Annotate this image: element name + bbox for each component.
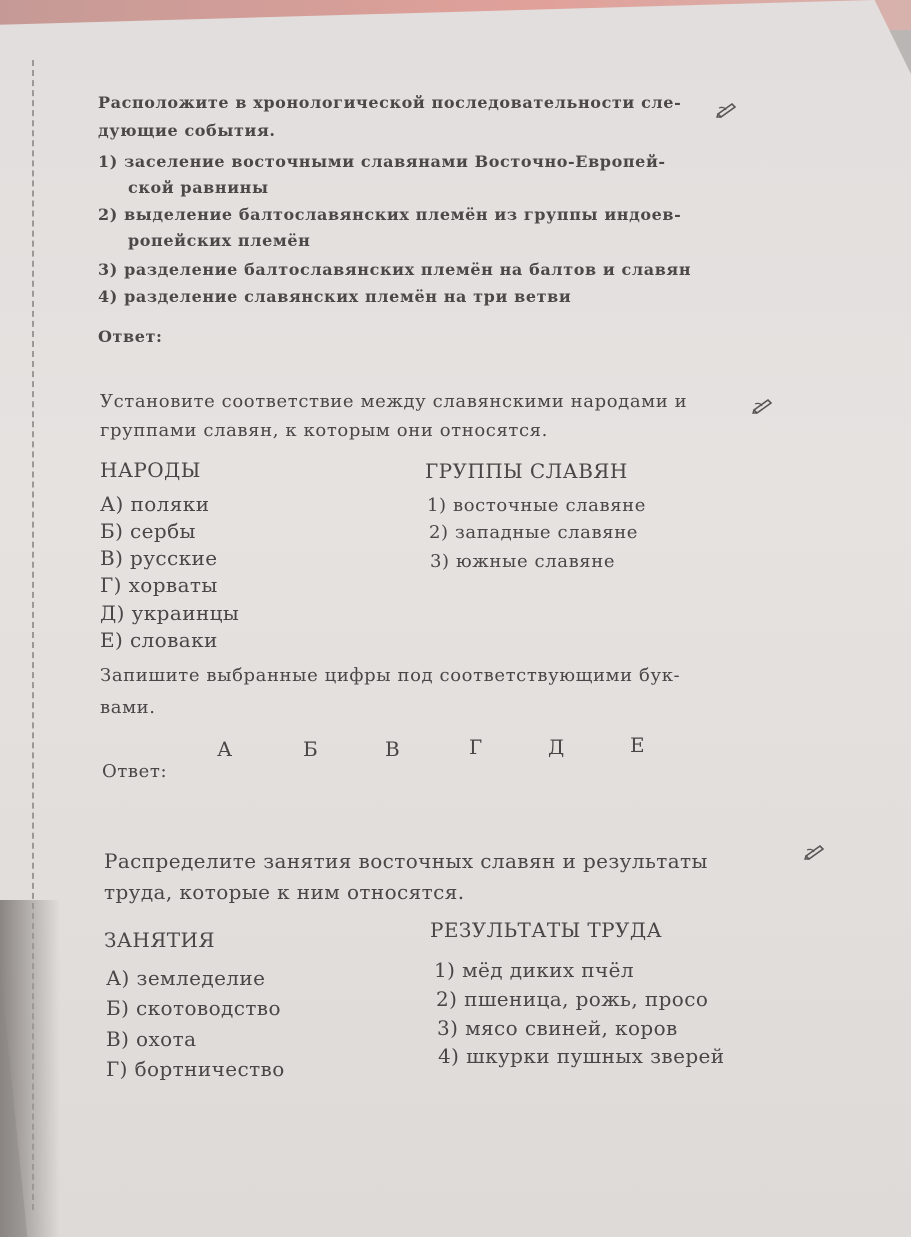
- q2-left-item: Г) хорваты: [100, 573, 218, 597]
- q3-left-item: Г) бортничество: [106, 1057, 285, 1081]
- q2-left-item: Е) словаки: [100, 628, 218, 652]
- answer-letter: Г: [469, 735, 483, 759]
- q1-item-1-cont: ской равнины: [128, 178, 269, 197]
- q1-prompt-line-2: дующие события.: [98, 121, 276, 140]
- q2-left-item: Д) украинцы: [100, 601, 240, 625]
- q2-left-item: В) русские: [100, 546, 218, 570]
- q2-instruction-line-2: вами.: [100, 697, 156, 718]
- q1-item-4: 4) разделение славянских племён на три ветви: [98, 287, 572, 306]
- q3-left-item: Б) скотоводство: [106, 996, 281, 1020]
- q3-right-item: 4) шкурки пушных зверей: [438, 1044, 725, 1068]
- answer-letter: А: [217, 737, 233, 761]
- answer-letter: В: [385, 737, 401, 761]
- q1-item-1: 1) заселение восточными славянами Восточно-Европей-: [98, 152, 666, 171]
- q3-right-item: 1) мёд диких пчёл: [434, 958, 634, 982]
- q3-prompt-line-1: Распределите занятия восточных славян и результаты: [104, 849, 708, 873]
- q3-prompt-line-2: труда, которые к ним относятся.: [104, 880, 465, 904]
- q2-answer-label: Ответ:: [102, 761, 168, 782]
- q1-prompt-line-1: Расположите в хронологической последовательности сле-: [98, 93, 682, 112]
- pencil-icon: [752, 396, 774, 414]
- q3-left-item: В) охота: [106, 1027, 197, 1051]
- q2-right-item: 2) западные славяне: [429, 522, 639, 543]
- pencil-icon: [716, 100, 738, 118]
- q2-right-item: 1) восточные славяне: [427, 495, 647, 516]
- q2-prompt-line-1: Установите соответствие между славянскими народами и: [100, 391, 688, 412]
- page-shadow: [0, 900, 60, 1237]
- q1-item-2-cont: ропейских племён: [128, 231, 311, 250]
- q2-left-header: НАРОДЫ: [100, 458, 201, 482]
- q3-right-item: 3) мясо свиней, коров: [437, 1016, 678, 1040]
- q3-right-header: РЕЗУЛЬТАТЫ ТРУДА: [430, 918, 663, 942]
- q1-answer-label: Ответ:: [98, 327, 163, 346]
- pencil-icon: [804, 842, 826, 860]
- q2-right-item: 3) южные славяне: [430, 551, 616, 572]
- answer-letter: Е: [630, 733, 645, 757]
- q2-instruction-line-1: Запишите выбранные цифры под соответствующими бук-: [100, 665, 681, 686]
- q1-item-2: 2) выделение балтославянских племён из группы индоев-: [98, 205, 682, 224]
- q3-left-item: А) земледелие: [106, 966, 266, 990]
- q2-left-item: А) поляки: [100, 492, 210, 516]
- q2-left-item: Б) сербы: [100, 519, 196, 543]
- q2-prompt-line-2: группами славян, к которым они относятся.: [100, 420, 548, 441]
- q3-right-item: 2) пшеница, рожь, просо: [436, 987, 709, 1011]
- q2-right-header: ГРУППЫ СЛАВЯН: [425, 459, 628, 483]
- answer-letter: Д: [548, 735, 565, 759]
- q1-item-3: 3) разделение балтославянских племён на балтов и славян: [98, 260, 692, 279]
- perforation-line: [32, 60, 34, 1210]
- answer-letter: Б: [303, 737, 319, 761]
- q3-left-header: ЗАНЯТИЯ: [104, 928, 215, 952]
